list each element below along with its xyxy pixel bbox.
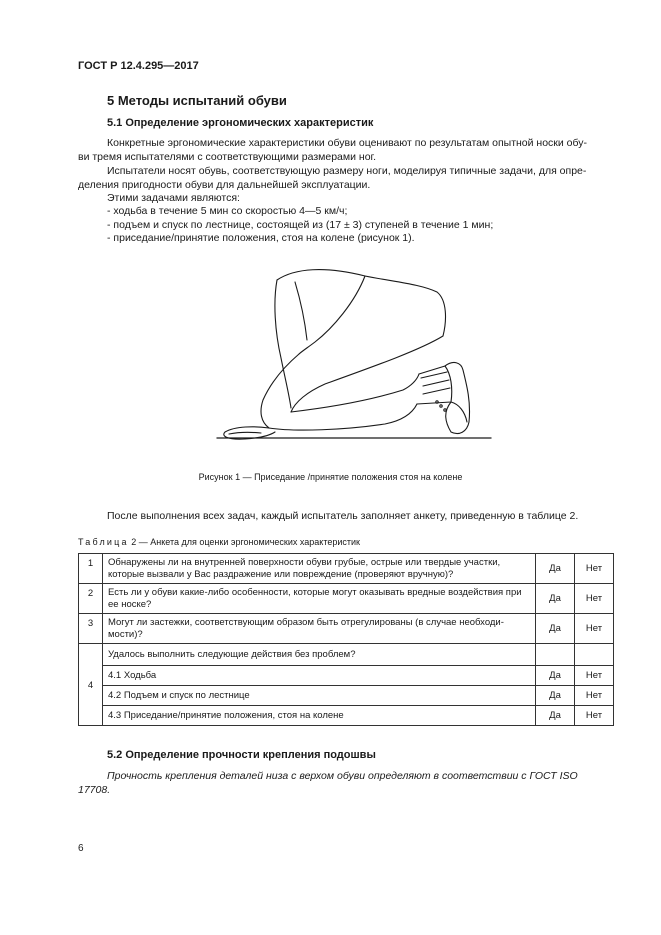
paragraph xyxy=(78,510,614,524)
text-line: деления пригодности обуви для дальнейшей эксплуатации. xyxy=(78,178,371,191)
table-caption: 2 — Анкета для оценки эргономических характеристик xyxy=(131,537,360,547)
question-cell: Обнаружены ли на внутренней поверхности обуви грубые, острые или твердые участки, которые вызвали у Вас раздражение или повреждение (проверяют вручную)? xyxy=(103,554,536,584)
answer-no-cell[interactable]: Нет xyxy=(575,584,614,614)
answer-no-cell[interactable]: Нет xyxy=(575,614,614,644)
paragraph xyxy=(78,137,614,164)
text-line: Прочность крепления деталей низа с верхом обуви определяют в соответствии с ГОСТ ISO xyxy=(107,770,578,782)
table-row xyxy=(79,644,614,666)
subsection-title: 5.2 Определение прочности крепления подошвы xyxy=(107,749,376,761)
text-line: ви тремя испытателями с соответствующими размерами ног. xyxy=(78,150,377,163)
answer-yes-cell[interactable]: Да xyxy=(536,584,575,614)
paragraph xyxy=(78,165,614,192)
subsection-title: 5.1 Определение эргономических характеристик xyxy=(107,117,374,129)
table-title xyxy=(78,537,360,547)
section-title: 5 Методы испытаний обуви xyxy=(107,93,287,108)
answer-no-cell[interactable]: Нет xyxy=(575,666,614,686)
table-row xyxy=(79,554,614,584)
row-number: 3 xyxy=(79,614,103,644)
kneeling-figure-illustration xyxy=(215,262,495,452)
question-cell: 4.3 Приседание/принятие положения, стоя на колене xyxy=(103,706,536,726)
standard-code: ГОСТ Р 12.4.295—2017 xyxy=(78,60,199,72)
questionnaire-table xyxy=(78,553,614,726)
answer-yes-cell[interactable]: Да xyxy=(536,554,575,584)
list-item: - приседание/принятие положения, стоя на колене (рисунок 1). xyxy=(107,232,415,244)
figure-caption: Рисунок 1 — Приседание /принятие положения стоя на колене xyxy=(198,472,463,482)
table-row xyxy=(79,584,614,614)
answer-no-cell[interactable]: Нет xyxy=(575,706,614,726)
list-item: - ходьба в течение 5 мин со скоростью 4—5 км/ч; xyxy=(107,205,348,217)
question-cell: 4.2 Подъем и спуск по лестнице xyxy=(103,686,536,706)
answer-no-cell[interactable]: Нет xyxy=(575,686,614,706)
answer-yes-cell[interactable]: Да xyxy=(536,706,575,726)
question-cell: 4.1 Ходьба xyxy=(103,666,536,686)
text-line: Конкретные эргономические характеристики обуви оценивают по результатам опытной носки обу- xyxy=(107,137,588,149)
row-number: 4 xyxy=(79,644,103,726)
table-row xyxy=(79,666,614,686)
page-number: 6 xyxy=(78,843,84,854)
list-item: - подъем и спуск по лестнице, состоящей из (17 ± 3) ступеней в течение 1 мин; xyxy=(107,218,494,231)
task-list xyxy=(107,205,493,246)
text-line: 17708. xyxy=(78,783,111,796)
paragraph xyxy=(78,770,614,797)
row-number: 1 xyxy=(79,554,103,584)
paragraph xyxy=(78,192,614,206)
answer-yes-cell[interactable]: Да xyxy=(536,686,575,706)
table-row xyxy=(79,614,614,644)
table-label: Таблица xyxy=(78,537,129,547)
question-cell: Есть ли у обуви какие-либо особенности, которые могут оказывать вредные воздействия при ее носке? xyxy=(103,584,536,614)
answer-yes-cell[interactable]: Да xyxy=(536,666,575,686)
answer-no-cell[interactable]: Нет xyxy=(575,554,614,584)
question-cell: Могут ли застежки, соответствующим образом быть отрегулированы (в случае необходи-мости)? xyxy=(103,614,536,644)
empty-cell xyxy=(575,644,614,666)
answer-yes-cell[interactable]: Да xyxy=(536,614,575,644)
text-line: После выполнения всех задач, каждый испытатель заполняет анкету, приведенную в таблице 2. xyxy=(107,510,579,522)
table-row xyxy=(79,686,614,706)
text-line: Испытатели носят обувь, соответствующую размеру ноги, моделируя типичные задачи, для опре- xyxy=(107,165,587,177)
text-line: Этими задачами являются: xyxy=(107,192,240,204)
empty-cell xyxy=(536,644,575,666)
row-number: 2 xyxy=(79,584,103,614)
table-row xyxy=(79,706,614,726)
question-cell: Удалось выполнить следующие действия без проблем? xyxy=(103,644,536,666)
